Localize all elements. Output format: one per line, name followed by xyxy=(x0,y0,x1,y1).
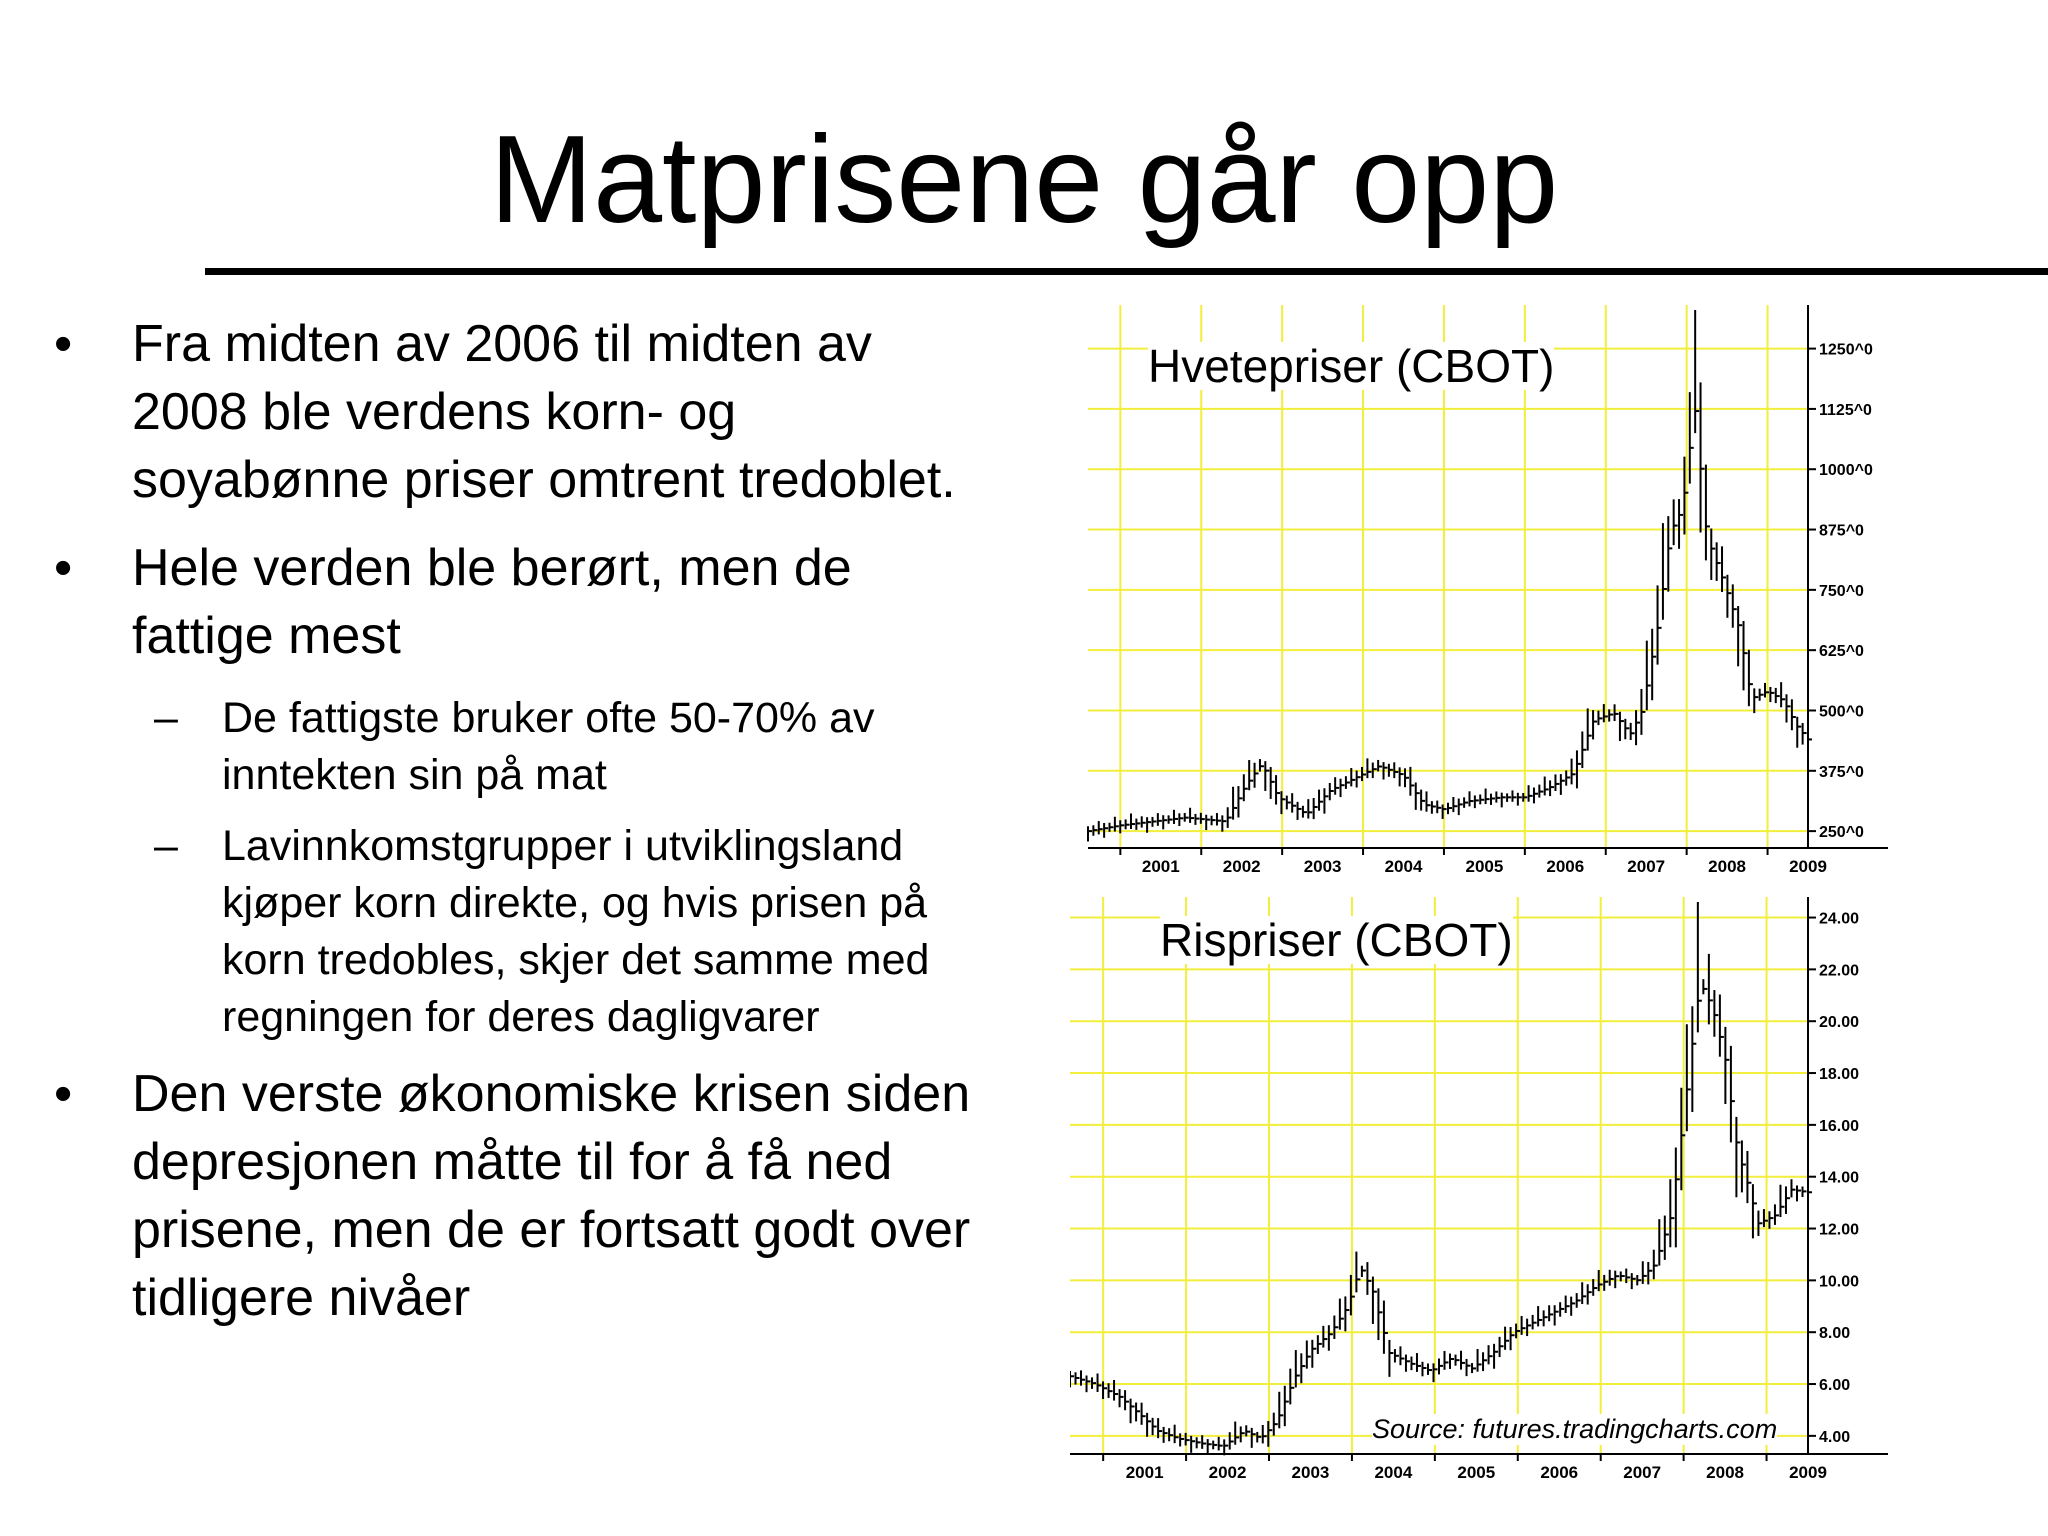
price-bar xyxy=(1400,1346,1404,1365)
price-bar xyxy=(1445,1351,1449,1370)
y-tick-label: 250^0 xyxy=(1819,824,1864,842)
x-tick-label: 2002 xyxy=(1222,857,1261,876)
price-bar xyxy=(1341,779,1345,797)
price-bar xyxy=(1610,1270,1614,1286)
bullet-list xyxy=(50,310,1000,1352)
price-bar xyxy=(1308,799,1312,818)
bullet-symbol: • xyxy=(54,539,73,597)
x-tick-label: 2006 xyxy=(1540,1463,1579,1482)
y-tick-label: 6.00 xyxy=(1819,1377,1851,1395)
y-tick-label: 4.00 xyxy=(1819,1428,1851,1446)
price-bar xyxy=(1780,1185,1784,1217)
price-bar xyxy=(1753,1184,1757,1238)
price-bar xyxy=(1252,1428,1256,1448)
price-bar xyxy=(1222,815,1226,831)
price-bar xyxy=(1791,1179,1795,1197)
price-bar xyxy=(1491,794,1495,805)
price-bar xyxy=(1652,629,1656,701)
price-bar xyxy=(1731,1046,1735,1142)
price-bar xyxy=(1142,816,1146,827)
x-tick-label: 2003 xyxy=(1303,857,1342,876)
price-bar xyxy=(1131,1399,1135,1424)
price-bar xyxy=(1206,815,1210,830)
sub-bullet-text: Lavinnkomstgrupper i utviklingsland kjøper korn direkte, og hvis prisen på korn tredobles, skjer det samme med regningen for deres dagligvarer xyxy=(222,822,930,1041)
price-bar xyxy=(1314,798,1318,819)
price-bar xyxy=(1507,793,1511,802)
price-bar xyxy=(1808,728,1812,746)
price-bar xyxy=(1467,1359,1471,1376)
y-tick-label: 18.00 xyxy=(1819,1066,1860,1084)
price-bar xyxy=(1319,790,1323,811)
y-tick-label: 10.00 xyxy=(1819,1273,1860,1291)
rice-chart-svg xyxy=(1070,896,1900,1496)
x-tick-label: 2006 xyxy=(1546,857,1585,876)
price-bar xyxy=(1115,817,1119,832)
price-bar xyxy=(1670,1179,1674,1247)
price-bar xyxy=(1228,807,1232,828)
price-bar xyxy=(1555,774,1559,791)
price-bar xyxy=(1754,688,1758,713)
title-underline xyxy=(205,268,2048,275)
price-bar xyxy=(1126,819,1130,829)
price-bar xyxy=(1125,1390,1129,1410)
price-bar xyxy=(1727,575,1731,618)
y-tick-label: 12.00 xyxy=(1819,1221,1860,1239)
price-bar xyxy=(1744,621,1748,690)
price-bar xyxy=(1255,763,1259,788)
price-bar xyxy=(1185,813,1189,822)
price-bar xyxy=(1775,1204,1779,1225)
price-bar xyxy=(1330,783,1334,800)
price-bar xyxy=(1190,808,1194,823)
x-tick-label: 2003 xyxy=(1291,1463,1330,1482)
wheat-price-chart xyxy=(1070,300,1900,880)
price-bar xyxy=(1092,1377,1096,1388)
sub-bullet-item xyxy=(50,818,1000,1046)
price-bar xyxy=(1099,821,1103,834)
price-bar xyxy=(1679,499,1683,549)
price-bar xyxy=(1593,710,1597,739)
price-bar xyxy=(1527,1319,1531,1336)
price-bar xyxy=(1620,712,1624,741)
price-bar xyxy=(1213,1441,1217,1450)
y-tick-label: 14.00 xyxy=(1819,1169,1860,1187)
price-bar xyxy=(1367,1262,1371,1295)
price-bar xyxy=(1760,689,1764,701)
price-bar xyxy=(1274,1413,1278,1436)
price-bar xyxy=(1147,1413,1151,1437)
price-bar xyxy=(1142,1403,1146,1425)
price-bar xyxy=(1318,1335,1322,1354)
price-bar xyxy=(1486,789,1490,805)
y-tick-label: 1250^0 xyxy=(1819,341,1873,359)
price-bar xyxy=(1464,797,1468,808)
y-tick-label: 375^0 xyxy=(1819,763,1864,781)
x-tick-label: 2008 xyxy=(1706,1463,1744,1482)
dash-symbol: – xyxy=(154,822,178,870)
price-bar xyxy=(1453,797,1457,812)
price-bar xyxy=(1709,954,1713,1025)
price-bar xyxy=(1179,813,1183,826)
sub-bullet-item xyxy=(50,690,1000,804)
price-bar xyxy=(1241,1426,1245,1442)
price-bar xyxy=(1158,813,1162,826)
price-bar xyxy=(1742,1140,1746,1192)
price-bar xyxy=(1659,1219,1663,1265)
price-bar xyxy=(1725,1027,1729,1104)
price-bar xyxy=(1219,1437,1223,1451)
price-bar xyxy=(1287,796,1291,810)
price-bar xyxy=(1411,1357,1415,1371)
price-bar xyxy=(1797,1185,1801,1201)
x-tick-label: 2001 xyxy=(1125,1463,1164,1482)
price-bar xyxy=(1717,542,1721,581)
price-bar xyxy=(1456,1355,1460,1366)
price-bar xyxy=(1769,1211,1773,1229)
price-bar xyxy=(1593,1279,1597,1296)
price-bar xyxy=(1483,1352,1487,1371)
price-bar xyxy=(1512,790,1516,801)
price-bar xyxy=(1298,802,1302,820)
price-bar xyxy=(1695,310,1699,433)
price-bar xyxy=(1544,1310,1548,1326)
price-bar xyxy=(1389,1340,1393,1377)
price-bar xyxy=(1792,699,1796,730)
price-bar xyxy=(1329,1325,1333,1351)
y-tick-label: 625^0 xyxy=(1819,643,1864,661)
price-bar xyxy=(1422,1362,1426,1377)
y-tick-label: 500^0 xyxy=(1819,703,1864,721)
price-bar xyxy=(1244,774,1248,801)
price-bar xyxy=(1301,1353,1305,1383)
price-bar xyxy=(1323,1326,1327,1348)
y-tick-label: 22.00 xyxy=(1819,962,1860,980)
price-bar xyxy=(1153,1418,1157,1435)
price-bar xyxy=(1324,788,1328,813)
price-bar xyxy=(1197,1437,1201,1448)
price-bar xyxy=(1292,793,1296,812)
price-bar xyxy=(1714,990,1718,1037)
y-tick-label: 16.00 xyxy=(1819,1117,1860,1135)
source-note: Source: futures.tradingcharts.com xyxy=(1372,1414,1778,1444)
price-bar xyxy=(1340,1299,1344,1330)
bullet-text: Fra midten av 2006 til midten av 2008 ble verdens korn- og soyabønne priser omtrent tredoblet. xyxy=(132,315,956,509)
price-bar xyxy=(1475,795,1479,808)
price-bar xyxy=(1303,806,1307,818)
price-bar xyxy=(1480,794,1484,804)
price-bar xyxy=(1500,1337,1504,1357)
y-tick-label: 24.00 xyxy=(1819,910,1860,928)
x-tick-label: 2009 xyxy=(1789,857,1827,876)
price-bar xyxy=(1588,708,1592,750)
price-bar xyxy=(1212,816,1216,826)
price-bar xyxy=(1230,1432,1234,1449)
wheat-chart-title: Hvetepriser (CBOT) xyxy=(1148,340,1555,392)
price-bar xyxy=(1224,1439,1228,1455)
price-bar xyxy=(1345,1296,1349,1331)
price-bar xyxy=(1263,1425,1267,1443)
price-bar xyxy=(1290,1369,1294,1405)
price-bar xyxy=(1233,787,1237,820)
y-tick-label: 8.00 xyxy=(1819,1325,1851,1343)
x-tick-label: 2009 xyxy=(1789,1463,1827,1482)
price-bar xyxy=(1120,1389,1124,1407)
price-bar xyxy=(1437,801,1441,814)
price-bar xyxy=(1428,1363,1432,1374)
price-bar xyxy=(1533,1315,1537,1329)
price-bar xyxy=(1668,516,1672,591)
x-tick-label: 2007 xyxy=(1623,1463,1662,1482)
price-bar xyxy=(1174,810,1178,824)
price-bar xyxy=(1598,711,1602,725)
price-bar xyxy=(1550,780,1554,796)
price-bar xyxy=(1518,793,1522,806)
price-bar xyxy=(1701,382,1705,532)
price-bar xyxy=(1268,1421,1272,1447)
x-tick-label: 2004 xyxy=(1374,1463,1413,1482)
dash-symbol: – xyxy=(154,694,178,742)
price-bar xyxy=(1770,687,1774,702)
x-tick-label: 2001 xyxy=(1141,857,1180,876)
price-bar xyxy=(1478,1349,1482,1372)
price-bar xyxy=(1195,814,1199,825)
price-bar xyxy=(1582,1282,1586,1304)
price-bar xyxy=(1271,767,1275,799)
price-bar xyxy=(1539,785,1543,798)
price-bar xyxy=(1631,723,1635,740)
y-tick-label: 875^0 xyxy=(1819,522,1864,540)
price-bar xyxy=(1749,650,1753,706)
price-bar xyxy=(1582,731,1586,768)
rice-price-chart xyxy=(1070,896,1900,1496)
price-bar xyxy=(1334,1316,1338,1339)
price-bar xyxy=(1687,1024,1691,1131)
price-bar xyxy=(1561,774,1565,795)
bullet-item xyxy=(50,310,1000,514)
price-bar xyxy=(1625,719,1629,739)
rice-chart-title: Rispriser (CBOT) xyxy=(1160,914,1513,966)
price-bar xyxy=(1502,793,1506,808)
price-bar xyxy=(1787,694,1791,722)
price-bar xyxy=(1356,1252,1360,1293)
price-bar xyxy=(1296,1350,1300,1387)
price-bar xyxy=(1191,1436,1195,1453)
price-bar xyxy=(1722,546,1726,592)
price-bar xyxy=(1421,790,1425,811)
price-bar xyxy=(1676,1148,1680,1248)
price-bar xyxy=(1738,606,1742,666)
price-bar xyxy=(1534,788,1538,804)
price-bar xyxy=(1571,1297,1575,1316)
price-bar xyxy=(1459,799,1463,816)
price-bar xyxy=(1588,1284,1592,1304)
price-bar xyxy=(1217,813,1221,825)
price-bar xyxy=(1549,1305,1553,1321)
price-bar xyxy=(1357,771,1361,788)
price-bar xyxy=(1416,782,1420,809)
price-bar xyxy=(1208,1439,1212,1454)
bullet-symbol: • xyxy=(54,315,73,373)
price-bar xyxy=(1786,1186,1790,1214)
bullet-text: Den verste økonomiske krisen siden depresjonen måtte til for å få ned prisene, men de er fortsatt godt over tidligere nivåer xyxy=(132,1065,971,1327)
x-tick-label: 2008 xyxy=(1708,857,1747,876)
price-bar xyxy=(1093,825,1097,835)
sub-bullet-text: De fattigste bruker ofte 50-70% av inntekten sin på mat xyxy=(222,694,875,799)
price-bar xyxy=(1448,803,1452,814)
price-bar xyxy=(1720,995,1724,1057)
x-tick-label: 2005 xyxy=(1457,1463,1496,1482)
price-bar xyxy=(1577,750,1581,788)
price-bar xyxy=(1312,1340,1316,1368)
price-bar xyxy=(1136,819,1140,830)
price-bar xyxy=(1538,1306,1542,1326)
price-bar xyxy=(1781,682,1785,707)
price-bar xyxy=(1577,1293,1581,1308)
price-bar xyxy=(1560,1302,1564,1316)
price-bar xyxy=(1265,761,1269,791)
price-bar xyxy=(1417,1353,1421,1372)
x-tick-label: 2004 xyxy=(1384,857,1423,876)
price-bar xyxy=(1636,710,1640,745)
price-bar xyxy=(1615,704,1619,721)
price-bar xyxy=(1088,826,1092,841)
price-bar xyxy=(1450,1354,1454,1369)
x-tick-label: 2005 xyxy=(1465,857,1504,876)
bullet-item xyxy=(50,1060,1000,1332)
price-bar xyxy=(1489,1345,1493,1364)
price-bar xyxy=(1808,1185,1812,1198)
price-bar xyxy=(1461,1351,1465,1370)
price-bar xyxy=(1186,1433,1190,1446)
price-bar xyxy=(1698,902,1702,1032)
price-bar xyxy=(1505,1327,1509,1350)
price-bar xyxy=(1511,1327,1515,1350)
price-bar xyxy=(1663,523,1667,620)
price-bar xyxy=(1706,465,1710,561)
price-bar xyxy=(1362,1266,1366,1277)
price-bar xyxy=(1758,1211,1762,1236)
price-bar xyxy=(1202,1435,1206,1449)
price-bar xyxy=(1432,801,1436,814)
price-bar xyxy=(1175,1425,1179,1443)
price-bar xyxy=(1246,1425,1250,1436)
price-bar xyxy=(1131,813,1135,829)
price-bar xyxy=(1566,770,1570,785)
price-bar xyxy=(1136,1403,1140,1422)
price-bar xyxy=(1494,1344,1498,1369)
price-bars xyxy=(1070,902,1812,1455)
price-bar xyxy=(1637,1275,1641,1285)
price-bar xyxy=(1469,791,1473,806)
price-bar xyxy=(1384,1301,1388,1354)
price-bar xyxy=(1776,688,1780,703)
price-bar xyxy=(1711,528,1715,579)
price-bar xyxy=(1276,775,1280,804)
price-bar xyxy=(1472,1363,1476,1373)
bullet-item xyxy=(50,534,1000,670)
price-bar xyxy=(1674,499,1678,545)
price-bar xyxy=(1367,758,1371,778)
y-tick-label: 750^0 xyxy=(1819,582,1864,600)
bullet-text: Hele verden ble berørt, men de fattige mest xyxy=(132,539,852,665)
price-bar xyxy=(1802,1187,1806,1197)
price-bar xyxy=(1201,813,1205,824)
price-bar xyxy=(1109,1383,1113,1398)
price-bar xyxy=(1665,1216,1669,1260)
slide-title: Matprisene går opp xyxy=(489,111,1559,249)
price-bar xyxy=(1152,817,1156,827)
price-bar xyxy=(1566,1296,1570,1313)
price-bar xyxy=(1658,585,1662,664)
price-bar xyxy=(1076,1372,1080,1384)
price-bar xyxy=(1235,1422,1239,1445)
price-bar xyxy=(1395,1349,1399,1362)
y-tick-label: 1000^0 xyxy=(1819,462,1873,480)
price-bar xyxy=(1736,1117,1740,1197)
price-bar xyxy=(1803,723,1807,745)
price-bar xyxy=(1797,717,1801,748)
price-bar xyxy=(1529,785,1533,801)
price-bar xyxy=(1098,1374,1102,1392)
price-bar xyxy=(1654,1250,1658,1280)
x-tick-label: 2002 xyxy=(1208,1463,1247,1482)
price-bar xyxy=(1604,1275,1608,1291)
price-bar xyxy=(1641,689,1645,735)
price-bar xyxy=(1703,979,1707,994)
price-bar xyxy=(1373,1277,1377,1324)
price-bar xyxy=(1238,786,1242,817)
price-bar xyxy=(1163,815,1167,829)
price-bar xyxy=(1427,791,1431,811)
price-bar xyxy=(1279,1392,1283,1429)
price-bar xyxy=(1169,1428,1173,1441)
price-bar xyxy=(1346,776,1350,789)
price-bar xyxy=(1281,791,1285,814)
price-bar xyxy=(1389,764,1393,777)
price-bar xyxy=(1249,760,1253,790)
price-bar xyxy=(1335,777,1339,795)
price-bar xyxy=(1307,1340,1311,1368)
price-bar xyxy=(1496,791,1500,802)
price-bar xyxy=(1285,1386,1289,1426)
y-tick-label: 1125^0 xyxy=(1819,401,1872,419)
price-bar xyxy=(1555,1305,1559,1325)
y-tick-label: 20.00 xyxy=(1819,1014,1860,1032)
x-tick-label: 2007 xyxy=(1627,857,1666,876)
price-bar xyxy=(1257,1432,1261,1443)
price-bar xyxy=(1439,1359,1443,1375)
bullet-symbol: • xyxy=(54,1065,73,1123)
price-bar xyxy=(1545,777,1549,796)
price-bar xyxy=(1169,815,1173,823)
price-bar xyxy=(1260,759,1264,772)
price-bar xyxy=(1406,1355,1410,1372)
price-bar xyxy=(1378,760,1382,771)
